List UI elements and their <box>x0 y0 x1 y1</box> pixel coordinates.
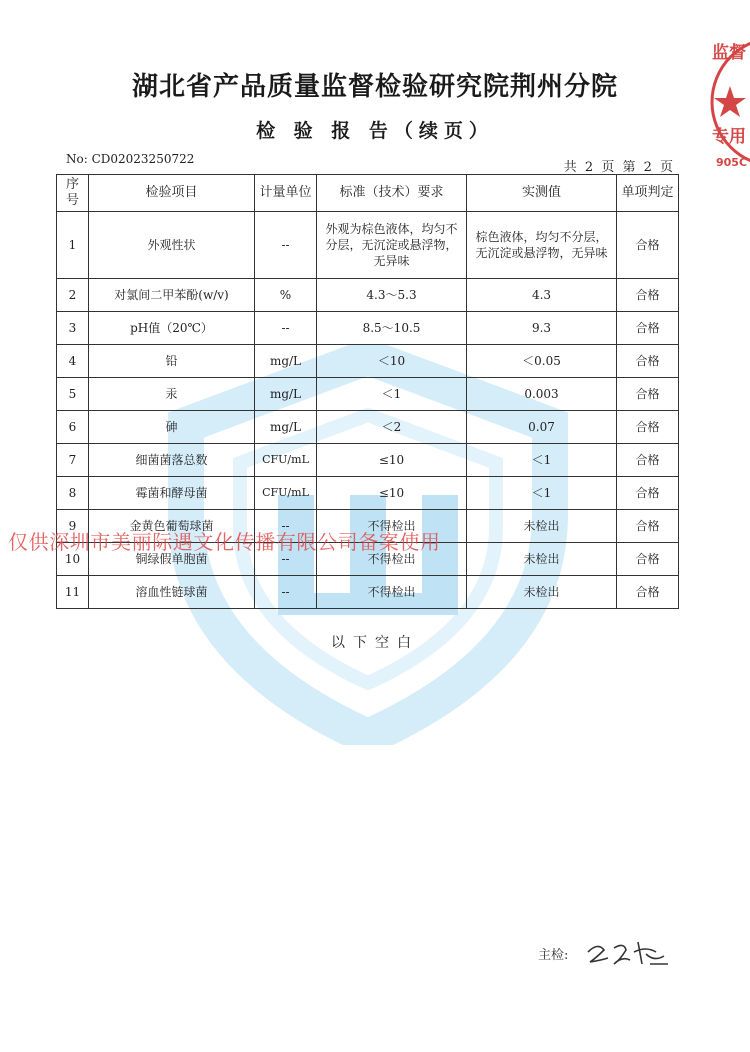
row-verdict: 合格 <box>617 543 679 576</box>
table-row <box>57 411 679 444</box>
header-measured: 实测值 <box>467 175 617 212</box>
row-verdict: 合格 <box>617 576 679 609</box>
row-verdict: 合格 <box>617 444 679 477</box>
row-unit: -- <box>255 543 317 576</box>
row-no: 11 <box>57 576 89 609</box>
row-measured: ＜0.05 <box>467 345 617 378</box>
header-unit: 计量单位 <box>255 175 317 212</box>
row-no: 6 <box>57 411 89 444</box>
row-verdict: 合格 <box>617 477 679 510</box>
row-measured: 未检出 <box>467 576 617 609</box>
table-row <box>57 576 679 609</box>
report-subtitle: 检 验 报 告（续页） <box>256 120 494 142</box>
row-measured: ＜1 <box>467 477 617 510</box>
inspector-label: 主检: <box>538 948 569 963</box>
row-verdict: 合格 <box>617 345 679 378</box>
row-measured: 4.3 <box>467 279 617 312</box>
row-verdict: 合格 <box>617 378 679 411</box>
row-standard: 不得检出 <box>317 510 467 543</box>
stamp-line2: 专用 <box>712 127 746 147</box>
header-item: 检验项目 <box>89 175 255 212</box>
row-unit: CFU/mL <box>255 444 317 477</box>
row-verdict: 合格 <box>617 510 679 543</box>
row-item: 铜绿假单胞菌 <box>89 543 255 576</box>
row-item: 金黄色葡萄球菌 <box>89 510 255 543</box>
row-verdict: 合格 <box>617 312 679 345</box>
row-item: 外观性状 <box>89 212 255 279</box>
row-unit: -- <box>255 510 317 543</box>
row-unit: -- <box>255 212 317 279</box>
row-unit: % <box>255 279 317 312</box>
table-row <box>57 444 679 477</box>
row-no: 8 <box>57 477 89 510</box>
row-measured: 0.07 <box>467 411 617 444</box>
institute-title: 湖北省产品质量监督检验研究院荆州分院 <box>131 72 618 102</box>
row-measured: 9.3 <box>467 312 617 345</box>
table-row <box>57 279 679 312</box>
row-item: 汞 <box>89 378 255 411</box>
row-standard: ＜1 <box>317 378 467 411</box>
record-use-watermark: 仅供深圳市美丽际遇文化传播有限公司备案使用 <box>8 530 441 554</box>
row-unit: -- <box>255 312 317 345</box>
row-standard: 不得检出 <box>317 576 467 609</box>
stamp-code: 905C <box>716 156 748 169</box>
page-indicator: 共 2 页 第 2 页 <box>563 160 675 175</box>
row-no: 5 <box>57 378 89 411</box>
row-no: 2 <box>57 279 89 312</box>
row-item: 溶血性链球菌 <box>89 576 255 609</box>
row-no: 4 <box>57 345 89 378</box>
inspector-signature-icon <box>584 934 674 974</box>
row-standard: ＜2 <box>317 411 467 444</box>
row-unit: mg/L <box>255 345 317 378</box>
row-verdict: 合格 <box>617 212 679 279</box>
stamp-line1: 监督 <box>712 43 746 63</box>
row-unit: -- <box>255 576 317 609</box>
row-verdict: 合格 <box>617 279 679 312</box>
row-standard: 不得检出 <box>317 543 467 576</box>
row-unit: mg/L <box>255 378 317 411</box>
row-verdict: 合格 <box>617 411 679 444</box>
row-item: 霉菌和酵母菌 <box>89 477 255 510</box>
row-measured: 未检出 <box>467 543 617 576</box>
row-item: 对氯间二甲苯酚(w/v) <box>89 279 255 312</box>
row-unit: mg/L <box>255 411 317 444</box>
table-header-row <box>57 175 679 212</box>
row-item: 细菌菌落总数 <box>89 444 255 477</box>
row-measured: ＜1 <box>467 444 617 477</box>
row-no: 7 <box>57 444 89 477</box>
table-row <box>57 312 679 345</box>
row-standard: 8.5～10.5 <box>317 312 467 345</box>
row-standard: ≤10 <box>317 444 467 477</box>
table-row <box>57 345 679 378</box>
row-item: pH值（20℃） <box>89 312 255 345</box>
row-unit: CFU/mL <box>255 477 317 510</box>
header-standard: 标准（技术）要求 <box>317 175 467 212</box>
table-row <box>57 378 679 411</box>
row-standard: 4.3～5.3 <box>317 279 467 312</box>
header-no: 序号 <box>57 175 89 212</box>
row-item: 铅 <box>89 345 255 378</box>
row-standard: 外观为棕色液体，均匀不分层，无沉淀或悬浮物，无异味 <box>317 212 467 279</box>
row-no: 1 <box>57 212 89 279</box>
report-number: No: CD02023250722 <box>66 152 195 166</box>
row-measured: 棕色液体，均匀不分层，无沉淀或悬浮物，无异味 <box>467 212 617 279</box>
row-measured: 0.003 <box>467 378 617 411</box>
header-verdict: 单项判定 <box>617 175 679 212</box>
row-no: 3 <box>57 312 89 345</box>
row-no: 9 <box>57 510 89 543</box>
row-standard: ≤10 <box>317 477 467 510</box>
supervision-stamp <box>706 30 750 175</box>
blank-below-note: 以下空白 <box>331 635 419 651</box>
row-no: 10 <box>57 543 89 576</box>
table-row <box>57 477 679 510</box>
row-item: 砷 <box>89 411 255 444</box>
table-row <box>57 212 679 279</box>
row-standard: ＜10 <box>317 345 467 378</box>
row-measured: 未检出 <box>467 510 617 543</box>
